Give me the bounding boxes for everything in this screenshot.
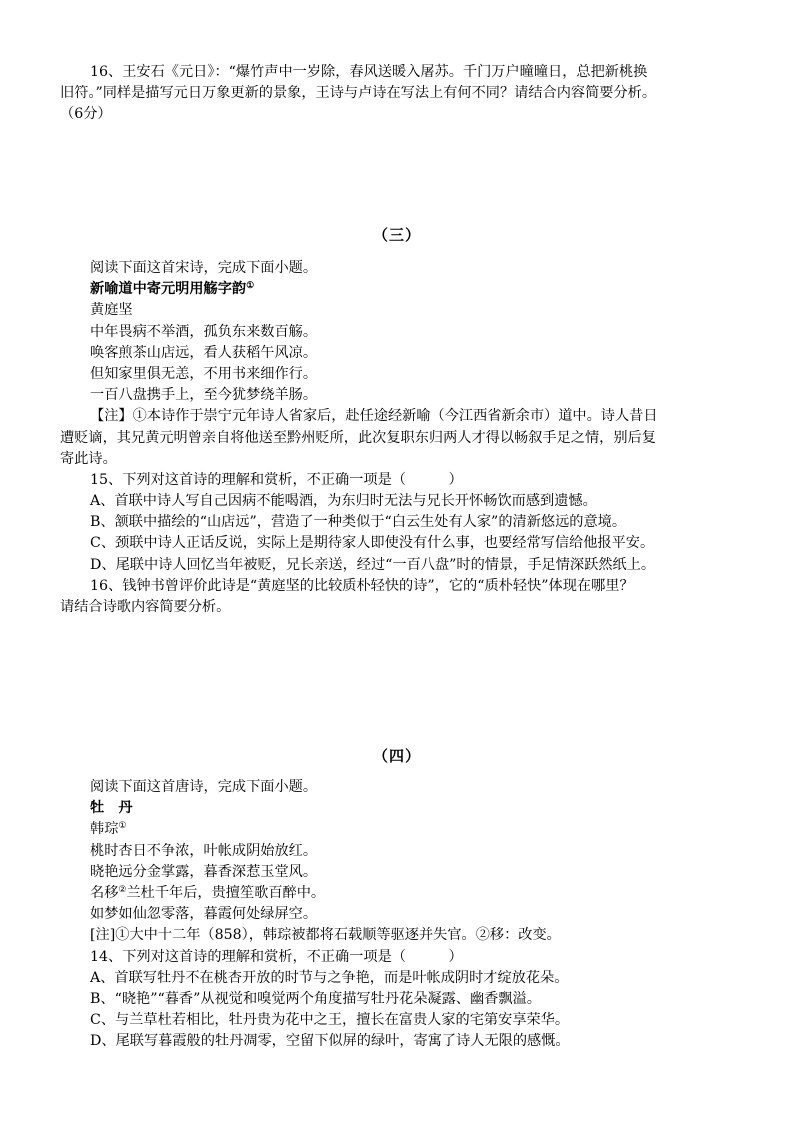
question-16-line-2: 请结合诗歌内容简要分析。: [60, 599, 231, 615]
poem-title-note-mark: ①: [246, 281, 255, 292]
section-4-heading: （四）: [372, 747, 421, 765]
option-d: D、尾联中诗人回忆当年被贬，兄长亲送，经过“一百八盘”时的情景，手足情深跃然纸上。: [90, 556, 656, 573]
poem-author: [60, 819, 750, 840]
question-16-line-1: 16、钱钟书曾评价此诗是“黄庭坚的比较质朴轻快的诗”，它的“质朴轻快”体现在哪里？: [90, 577, 634, 594]
question-15: 15、下列对这首诗的理解和赏析，不正确一项是（ ）: [90, 471, 463, 488]
author-note-mark: ①: [118, 821, 127, 832]
section-4-instruction: 阅读下面这首唐诗，完成下面小题。: [90, 779, 318, 795]
q16-line-3: （6分）: [60, 106, 112, 123]
q16-line-1: 16、王安石《元日》：“爆竹声中一岁除，春风送暖入屠苏。千门万户曈曈日，总把新桃换: [90, 64, 648, 80]
poem-line: 如梦如仙忽零落，暮霞何处绿屏空。: [90, 906, 318, 923]
poem-author-text: 韩琮: [90, 821, 119, 838]
poem-line: 一百八盘携手上，至今犹梦绕羊肠。: [90, 387, 318, 404]
poem-title: 牡 丹: [90, 800, 133, 817]
poem-author: 黄庭坚: [90, 302, 133, 319]
question-14: 14、下列对这首诗的理解和赏析，不正确一项是（ ）: [90, 948, 463, 965]
section-3-body: [60, 258, 750, 618]
q16-line-2: 旧符。”同样是描写元日万象更新的景象，王诗与卢诗在写法上有何不同？请结合内容简要分析。: [60, 85, 657, 102]
poem-line: 桃时杏日不争浓，叶帐成阴始放红。: [90, 842, 318, 859]
note-line: [注]①大中十二年（858），韩琮被都将石载顺等驱逐并失官。②移：改变。: [90, 927, 561, 944]
poem-title: [60, 279, 750, 300]
option-d: D、尾联写暮霞般的牡丹凋零，空留下似屏的绿叶，寄寓了诗人无限的感慨。: [90, 1033, 570, 1050]
note-line: 遭贬谪，其兄黄元明曾亲自将他送至黔州贬所，此次复职东归两人才得以畅叙手足之情，别后复: [60, 429, 656, 446]
poem-line: 中年畏病不举酒，孤负东来数百觞。: [90, 323, 318, 340]
option-c: C、与兰草杜若相比，牡丹贵为花中之王，擅长在富贵人家的宅第安享荣华。: [90, 1012, 570, 1029]
option-b: B、颔联中描绘的“山店远”，营造了一种类似于“白云生处有人家”的清新悠远的意境。: [90, 514, 627, 531]
poem-title-text: 新喻道中寄元明用觞字韵: [90, 281, 247, 298]
option-a: A、首联写牡丹不在桃杏开放的时节与之争艳，而是叶帐成阴时才绽放花朵。: [90, 969, 569, 986]
section-4-body: [60, 777, 750, 1052]
section-3-heading: （三）: [372, 226, 421, 244]
poem-line: 但知家里俱无恙，不用书来细作行。: [90, 365, 318, 382]
option-a: A、首联中诗人写自己因病不能喝酒，为东归时无法与兄长开怀畅饮而感到遗憾。: [90, 493, 597, 510]
poem-line: 晓艳远分金掌露，暮香深惹玉堂风。: [90, 863, 318, 880]
note-mark: ②: [118, 884, 127, 895]
poem-line: [60, 883, 750, 904]
note-line: 【注】①本诗作于崇宁元年诗人省家后，赴任途经新喻（今江西省新余市）道中。诗人昔日: [90, 408, 658, 425]
section-3-instruction: 阅读下面这首宋诗，完成下面小题。: [90, 260, 318, 276]
poem-line-post: 兰杜千年后，贵擅笙歌百醉中。: [126, 884, 326, 901]
poem-line: 唤客煎茶山店远，看人获稻午风凉。: [90, 344, 318, 361]
option-b: B、“晓艳”“暮香”从视觉和嗅觉两个角度描写牡丹花朵凝露、幽香飘溢。: [90, 990, 541, 1007]
option-c: C、颈联中诗人正话反说，实际上是期待家人即使没有什么事，也要经常写信给他报平安。: [90, 535, 655, 552]
poem-line-pre: 名移: [90, 884, 119, 901]
note-line: 寄此诗。: [60, 450, 117, 467]
q16-intro: [60, 62, 750, 126]
